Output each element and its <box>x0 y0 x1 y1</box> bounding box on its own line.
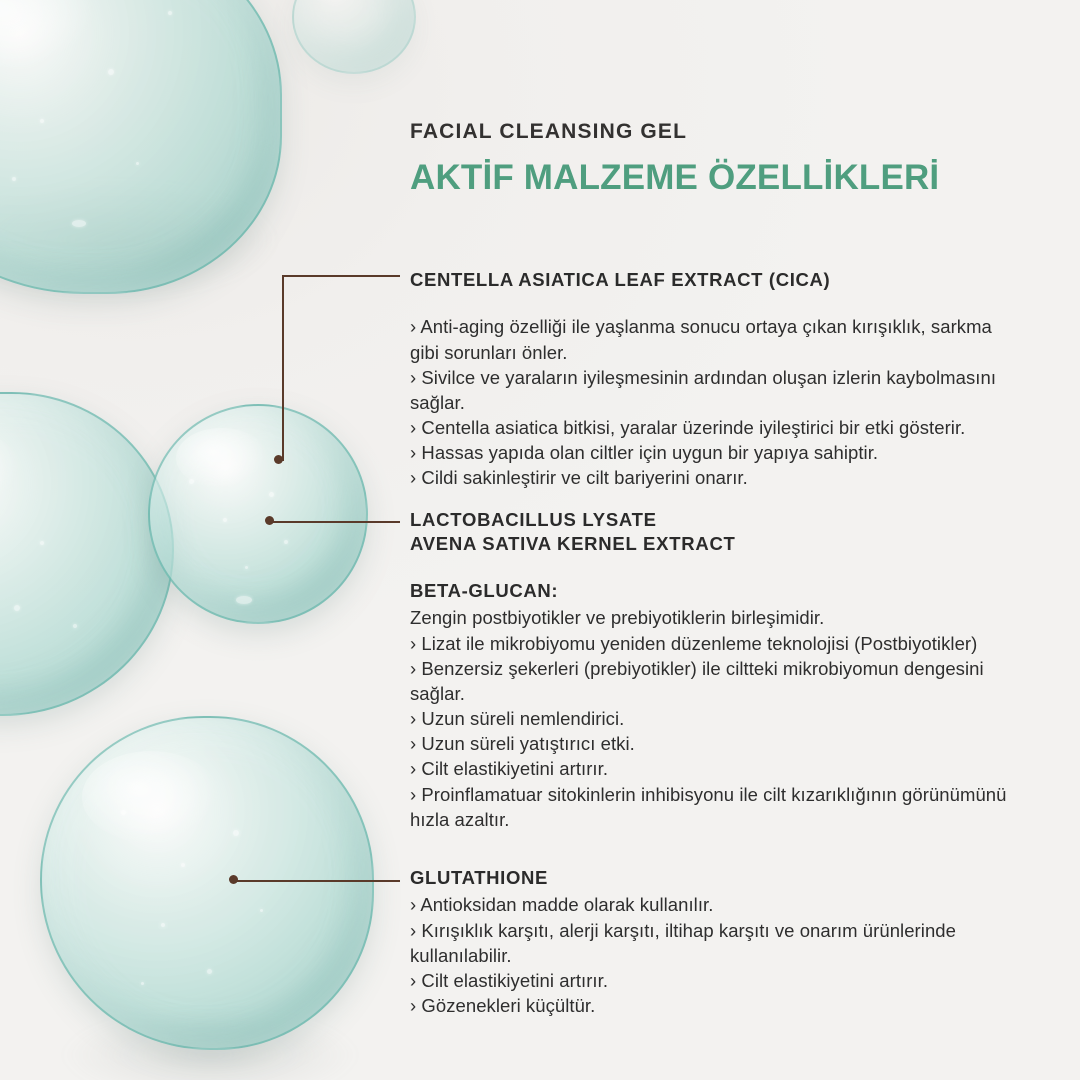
section-body <box>410 892 1010 1018</box>
section-beta-glucan <box>410 579 1010 832</box>
section-title: CENTELLA ASIATICA LEAF EXTRACT (CICA) <box>410 269 831 290</box>
bubble-group <box>0 394 172 714</box>
bubble-group <box>150 406 366 622</box>
body-line: › Cildi sakinleştirir ve cilt bariyerini onarır. <box>410 467 748 489</box>
gel-droplet-decoration <box>148 404 368 624</box>
body-line: › Hassas yapıda olan ciltler için uygun bir yapıya sahiptir. <box>410 442 879 464</box>
text-column <box>410 0 1022 1080</box>
body-line: › Cilt elastikiyetini artırır. <box>410 969 609 991</box>
section-centella <box>410 268 1010 491</box>
product-eyebrow: FACIAL CLEANSING GEL <box>410 120 688 143</box>
body-line: › Benzersiz şekerleri (prebiyotikler) ile ciltteki mikrobiyomun dengesini sağlar. <box>410 657 984 704</box>
body-line: Zengin postbiyotikler ve prebiyotiklerin birleşimidir. <box>410 607 825 629</box>
body-line: › Proinflamatuar sitokinlerin inhibisyonu ile cilt kızarıklığının görünümünü hızla azaltır. <box>410 783 1007 830</box>
gel-droplet-decoration <box>40 716 374 1050</box>
body-line: › Antioksidan madde olarak kullanılır. <box>410 894 714 916</box>
gel-droplet-decoration <box>292 0 416 74</box>
body-line: › Kırışıklık karşıtı, alerji karşıtı, iltihap karşıtı ve onarım ürünlerinde kullanılabilir. <box>410 919 956 966</box>
page-title: AKTİF MALZEME ÖZELLİKLERİ <box>410 158 940 197</box>
section-body <box>410 314 1010 490</box>
section-title-line-1: LACTOBACILLUS LYSATE <box>410 509 657 530</box>
section-lactobacillus <box>410 508 1010 557</box>
body-line: › Uzun süreli yatıştırıcı etki. <box>410 733 635 755</box>
section-title: GLUTATHIONE <box>410 867 548 888</box>
body-line: › Centella asiatica bitkisi, yaralar üzerinde iyileştirici bir etki gösterir. <box>410 417 966 439</box>
body-line: › Gözenekleri küçültür. <box>410 995 596 1017</box>
section-title-line-2: AVENA SATIVA KERNEL EXTRACT <box>410 533 736 555</box>
body-line: › Anti-aging özelliği ile yaşlanma sonucu ortaya çıkan kırışıklık, sarkma gibi sorunları önler. <box>410 316 992 363</box>
bubble-group <box>42 718 372 1048</box>
section-title: BETA-GLUCAN: <box>410 580 559 601</box>
body-line: › Sivilce ve yaraların iyileşmesinin ardından oluşan izlerin kaybolmasını sağlar. <box>410 366 997 413</box>
section-body <box>410 605 1010 831</box>
body-line: › Lizat ile mikrobiyomu yeniden düzenleme teknolojisi (Postbiyotikler) <box>410 632 978 654</box>
section-glutathione <box>410 866 1010 1018</box>
body-line: › Uzun süreli nemlendirici. <box>410 708 625 730</box>
gel-droplet-decoration <box>0 392 174 716</box>
body-line: › Cilt elastikiyetini artırır. <box>410 758 609 780</box>
